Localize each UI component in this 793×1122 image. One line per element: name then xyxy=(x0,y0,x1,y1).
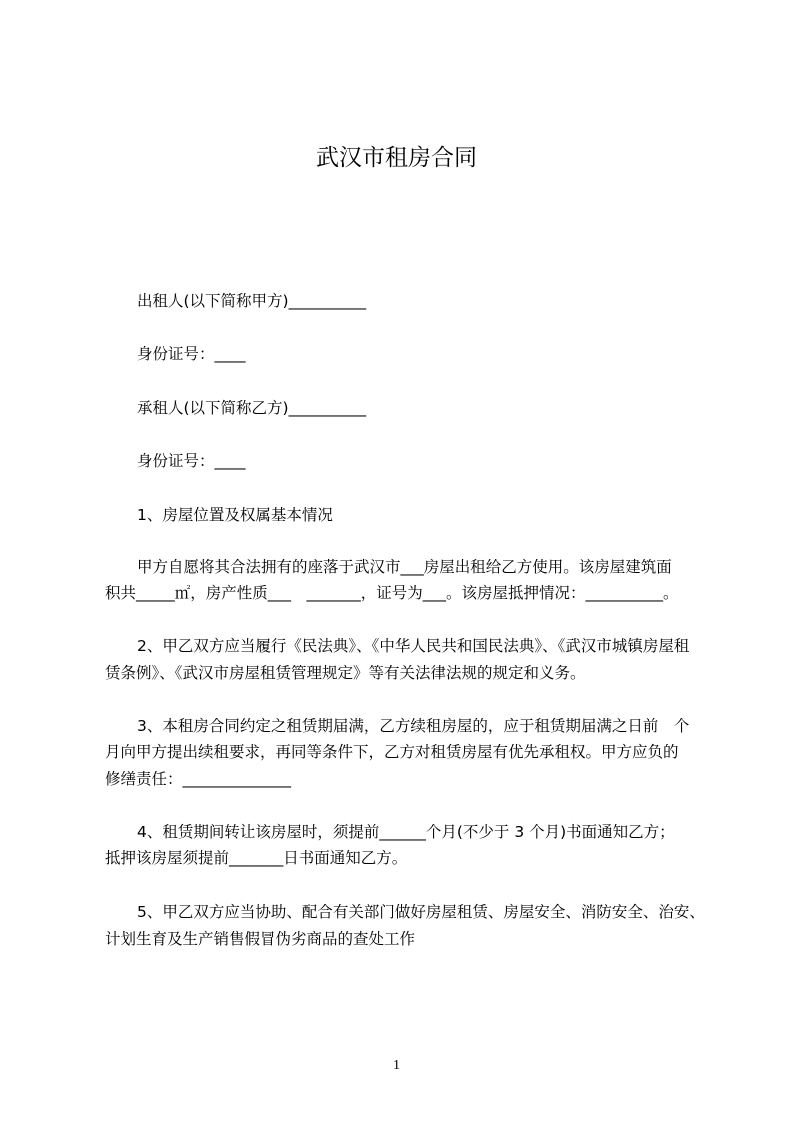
clause5-line-1: 5、甲乙双方应当协助、配合有关部门做好房屋租赁、房屋安全、消防安全、治安、 xyxy=(137,903,705,921)
clause1-line-2: 积共_____㎡，房产性质___ _______，证号为___。该房屋抵押情况：__________。 xyxy=(105,584,679,602)
lessee-line: 承租人(以下简称乙方)__________ xyxy=(137,399,367,417)
clause3-line-2: 月向甲方提出续租要求，再同等条件下，乙方对租赁房屋有优先承租权。甲方应负的 xyxy=(105,743,679,761)
clause1-heading: 1、房屋位置及权属基本情况 xyxy=(137,506,333,524)
lessor-line: 出租人(以下简称甲方)__________ xyxy=(137,292,367,310)
lessor-id-line: 身份证号：____ xyxy=(137,345,246,363)
contract-title: 武汉市租房合同 xyxy=(316,145,477,171)
clause2-line-2: 赁条例》、《武汉市房屋租赁管理规定》等有关法律法规的规定和义务。 xyxy=(105,664,586,682)
clause1-line-1: 甲方自愿将其合法拥有的座落于武汉市___房屋出租给乙方使用。该房屋建筑面 xyxy=(137,558,672,576)
page-number: 1 xyxy=(393,1058,400,1073)
clause3-line-1: 3、本租房合同约定之租赁期届满，乙方续租房屋的，应于租赁期届满之日前 个 xyxy=(137,717,690,735)
clause5-line-2: 计划生育及生产销售假冒伪劣商品的查处工作 xyxy=(105,930,416,948)
clause4-line-2: 抵押该房屋须提前_______日书面通知乙方。 xyxy=(105,849,408,867)
lessee-id-line: 身份证号：____ xyxy=(137,452,246,470)
clause2-line-1: 2、甲乙双方应当履行《民法典》、《中华人民共和国民法典》、《武汉市城镇房屋租 xyxy=(137,637,690,655)
clause3-line-3: 修缮责任：______________ xyxy=(105,770,292,788)
clause4-line-1: 4、租赁期间转让该房屋时，须提前______个月(不少于 3 个月)书面通知乙方； xyxy=(137,823,675,841)
